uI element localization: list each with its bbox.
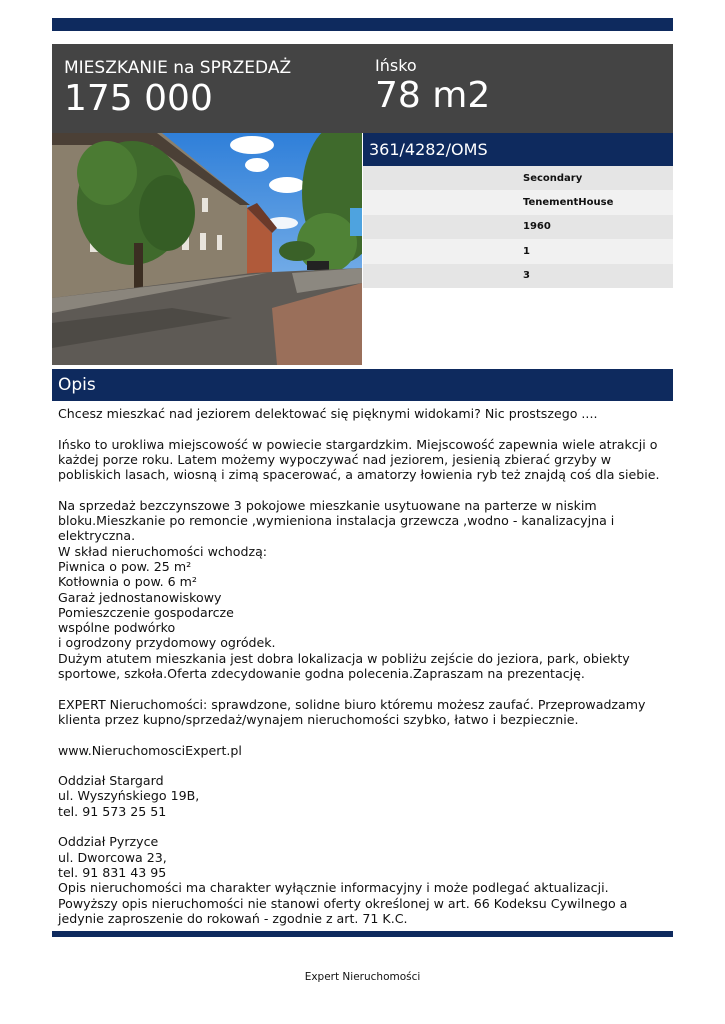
bottom-accent-bar bbox=[52, 931, 673, 937]
listing-price: 175 000 bbox=[64, 78, 213, 119]
listing-location: Ińsko bbox=[375, 56, 417, 75]
property-photo bbox=[52, 133, 362, 365]
description-paragraph: EXPERT Nieruchomości: sprawdzone, solidne biuro któremu możesz zaufać. Przeprowadzamy klienta przez kupno/sprzedaż/wynajem nieruchomości szybko, łatwo i bezpiecznie. bbox=[58, 696, 646, 727]
website-link[interactable]: www.NieruchomosciExpert.pl bbox=[58, 742, 242, 758]
description-paragraph: Ińsko to urokliwa miejscowość w powiecie stargardzkim. Miejscowość zapewnia wiele atrakcji o każdej porze roku. Latem możemy wypoczywać nad jeziorem, jesienią zbierać grzyby w pobliskich lasach, wiosną i zimą spacerować, a amatorzy łowienia ryb też znajdą coś dla siebie. bbox=[58, 436, 660, 483]
listing-reference: 361/4282/OMS bbox=[363, 133, 673, 166]
footer-text: Expert Nieruchomości bbox=[304, 971, 421, 983]
office-pyrzyce: Oddział Pyrzyce ul. Dworcowa 23, tel. 91 831 43 95 Opis nieruchomości ma charakter wyłącznie informacyjny i może podlegać aktualizacji. Powyższy opis nieruchomości nie stanowi oferty określonej w art. 66 Kodeksu Cywilnego a jedynie zaproszenie do rokowań - zgodnie z art. 71 K.C. bbox=[58, 834, 628, 926]
detail-value: 3 bbox=[523, 270, 530, 282]
description bbox=[58, 406, 668, 926]
listing-header bbox=[52, 44, 673, 133]
detail-value: Secondary bbox=[523, 172, 583, 184]
description-paragraph: Chcesz mieszkać nad jeziorem delektować się pięknymi widokami? Nic prostszego .... bbox=[58, 406, 598, 421]
listing-area: 78 m2 bbox=[375, 75, 491, 116]
top-accent-bar bbox=[52, 18, 673, 31]
detail-value: 1960 bbox=[523, 221, 551, 233]
property-details-table bbox=[363, 166, 673, 288]
detail-row bbox=[363, 264, 673, 288]
listing-title: MIESZKANIE na SPRZEDAŻ bbox=[64, 58, 292, 78]
detail-row bbox=[363, 166, 673, 190]
detail-value: 1 bbox=[523, 245, 530, 257]
section-title: Opis bbox=[52, 369, 673, 401]
detail-row bbox=[363, 190, 673, 214]
detail-row bbox=[363, 239, 673, 263]
detail-value: TenementHouse bbox=[523, 197, 614, 209]
detail-row bbox=[363, 215, 673, 239]
office-stargard: Oddział Stargard ul. Wyszyńskiego 19B, tel. 91 573 25 51 bbox=[58, 773, 200, 819]
description-paragraph: Na sprzedaż bezczynszowe 3 pokojowe mieszkanie usytuowane na parterze w niskim bloku.Mieszkanie po remoncie ,wymieniona instalacja grzewcza ,wodno - kanalizacyjna i elektryczna. W skład nieruchomości wchodzą: Piwnica o pow. 25 m² Kotłownia o pow. 6 m² Garaż jednostanowiskowy Pomieszczenie gospodarcze wspólne podwórko i ogrodzony przydomowy ogródek. Dużym atutem mieszkania jest dobra lokalizacja w pobliżu zejście do jeziora, park, obiekty sportowe, szkoła.Oferta zdecydowanie godna polecenia.Zapraszam na prezentację. bbox=[58, 497, 630, 682]
